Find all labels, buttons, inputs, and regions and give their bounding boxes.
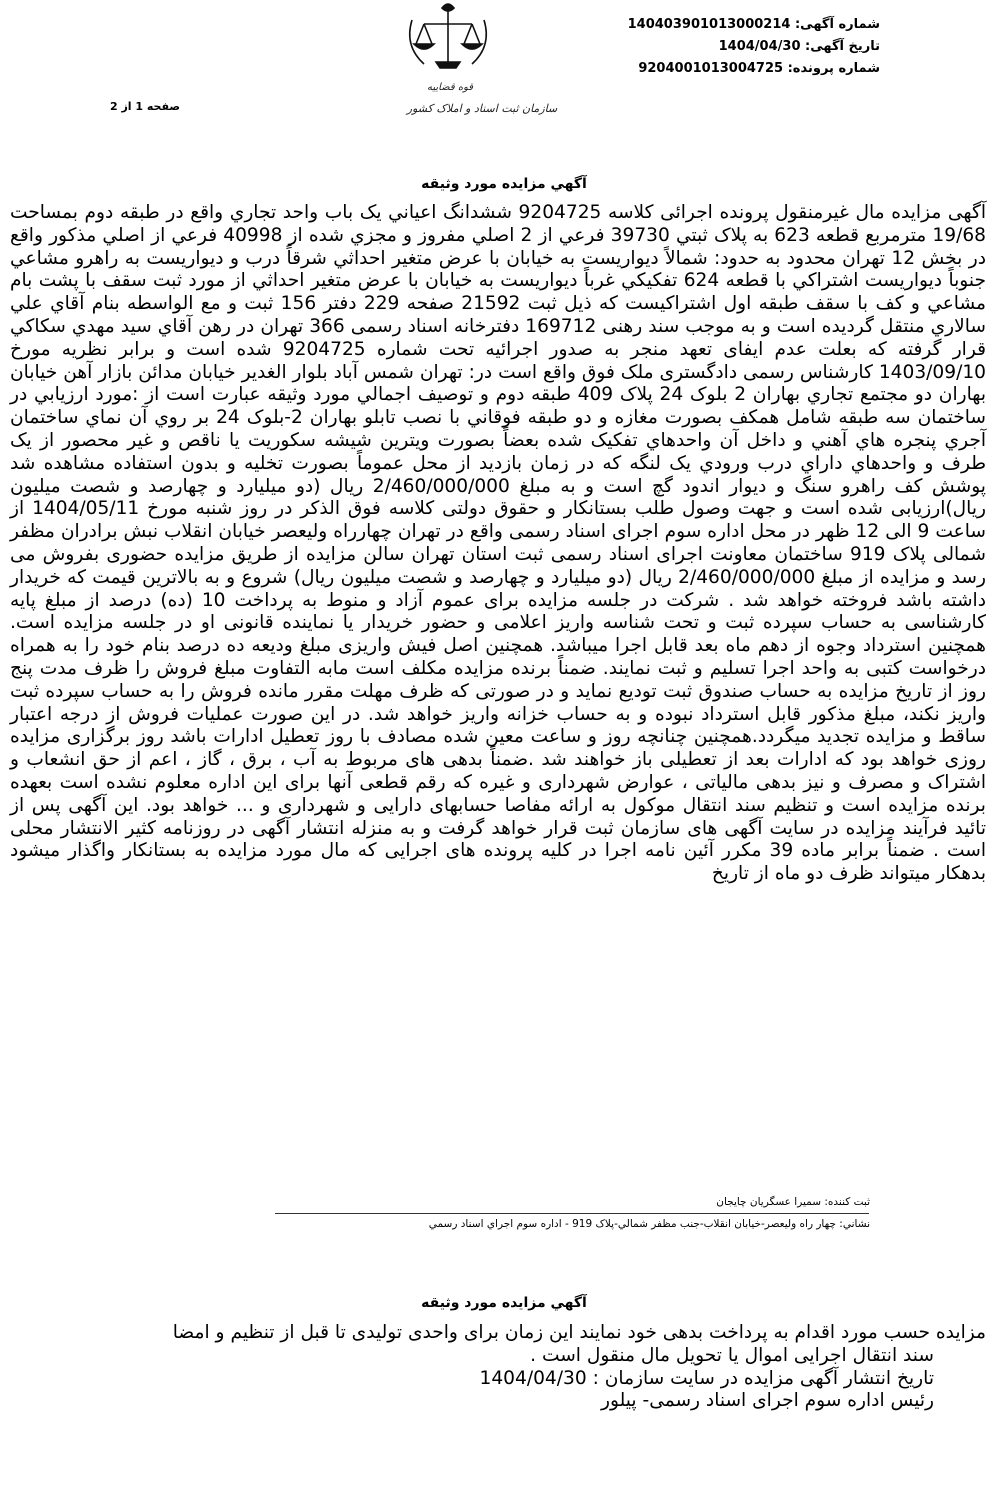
notice-number-label: شماره آگهی: [794,17,880,32]
judiciary-emblem-logo [390,0,630,120]
registrar-label: ثبت كننده: [824,1196,870,1208]
registrar-line [620,1196,870,1208]
section-2-title: آگهي مزايده مورد وثيقه [421,1295,587,1311]
address-line [250,1218,870,1230]
notice-number: 14040390101300021‎4 [627,17,791,32]
case-number-label: شماره پرونده: [787,61,880,76]
notice-date-label: تاریخ آگهی: [805,39,880,54]
judiciary-caption: قوه قضاییه [426,82,474,93]
section-1-body: آگهی مزایده مال غیرمنقول پرونده اجرائی کلاسه 9204725 ششدانگ اعياني يک باب واحد تجاري واقع در طبقه دوم بمساحت 19/68 مترمربع قطعه 623 به پلاک ثبتي 39730 فرعي از 2 اصلي مفروز و مجزي شده از 40998 فرعي از اصلي مذکور واقع در بخش 12 تهران محدود به حدود: شمالاً ديواريست به خيابان با عرض متغير احداثي شرقاً درب و ديواريست به راهرو مشاعي جنوباً ديواريست اشتراکي با قطعه 624 تفکيکي غرباً ديواريست به خيابان با عرض متغير احداثي از مورد ثبت سقف با پشت بام مشاعي و کف با سقف طبقه اول اشتراکيست که ذيل ثبت 21592 صفحه 229 دفتر 156 ثبت و مع الواسطه بنام آقاي علي سالاري منتقل گرديده است و به موجب سند رهنی 169712 دفترخانه اسناد رسمی 366 تهران در رهن آقاي سيد مهدي سکاکي قرار گرفته که بعلت عدم ایفای تعهد منجر به صدور اجرائیه تحت شماره 9204725 شده است و برابر نظریه مورخ 1403/09/10 کارشناس رسمی دادگستری ملک فوق واقع است در: تهران شمس آباد بلوار الغدير خيابان مدائن بازار آهن خيابان بهاران دو مجتمع تجاري بهاران 2 بلوک 24 پلاک 409 طبقه دوم و توصيف اجمالي مورد وثيقه عبارت است از :مورد ارزيابي در ساختمان سه طبقه شامل همکف بصورت مغازه و دو طبقه فوقاني با نصب تابلو بهاران 2-بلوک 24 بر روي آن نماي ساختمان آجري پنجره هاي آهني و داخل آن واحدهاي تفکيک شده بعضاً بصورت ويترين شيشه سکوريت يا ناقص و غير محصور از يک طرف و واحدهاي داراي درب ورودي يک لنگه که در زمان بازديد از محل عموماً بصورت تخليه و بدون استفاده مشاهده شد پوشش کف راهرو سنگ و ديوار اندود گچ است و به مبلغ 2/460/000/000 ريال (دو ميليارد و چهارصد و شصت ميليون ريال)ارزيابی شده است و جهت وصول طلب بستانکار و حقوق دولتی کلاسه فوق الذکر در روز شنبه مورخ 1404/05/11 از ساعت 9 الی 12 ظهر در محل اداره سوم اجرای اسناد رسمی واقع در تهران چهارراه وليعصر خيابان انقلاب نبش برادران مظفر شمالی پلاک 919 ساختمان معاونت اجرای اسناد رسمی ثبت استان تهران سالن مزایده از طریق مزایده حضوری بفروش می رسد و مزایده از مبلغ 2/460/000/000 ريال (دو ميليارد و چهارصد و شصت ميليون ريال) شروع و به بالاترین قیمت که خریدار داشته باشد فروخته خواهد شد . شرکت در جلسه مزایده برای عموم آزاد و منوط به پرداخت 10 (ده) درصد از مبلغ پایه کارشناسی به حساب سپرده ثبت و تحت شناسه واریز اعلامی و حضور خریدار یا نماینده قانونی او در جلسه مزایده است. همچنین استرداد وجوه از دهم ماه بعد قابل اجرا میباشد. همچنین اصل فیش واریزی مبلغ ودیعه ده درصد بنام خود را به همراه درخواست کتبی به واحد اجرا تسلیم و ثبت نمایند. ضمناً برنده مزایده مکلف است مابه التفاوت مبلغ فروش را ظرف مدت پنج روز از تاریخ مزایده به حساب صندوق ثبت تودیع نماید و در صورتی که ظرف مهلت مقرر مانده فروش را به حساب سپرده ثبت واریز نکند، مبلغ مذکور قابل استرداد نبوده و به حساب خزانه واریز خواهد شد. در این صورت عملیات فروش از درجه اعتبار ساقط و مزایده تجدید میگردد.همچنین چنانچه روز و ساعت معین شده مصادف با روز تعطیل ادارات باشد روز برگزاری مزایده روزی خواهد بود که ادارات بعد از تعطیلی باز خواهند شد .ضمناً بدهی های مربوط به آب ، برق ، گاز ، اعم از حق انشعاب و اشتراک و مصرف و نیز بدهی مالیاتی ، عوارض شهرداری و غیره که رقم قطعی آنها برای این اداره معلوم نشده است بعهده برنده مزایده است و تنظیم سند انتقال موکول به ارائه مفاصا حسابهای دارایی و شهرداری و ... خواهد بود. این آگهی پس از تائید فرآیند مزایده در سایت آگهی های سازمان ثبت قرار خواهد گرفت و به منزله انتشار آگهی در روزنامه کثیر الانتشار محلی است . ضمناً برابر ماده 39 مکرر آئین نامه اجرا در کلیه پرونده های اجرایی که مال مورد مزایده به بستانکار واگذار میشود بدهکار میتواند ظرف دو ماه از تاریخ [10,202,987,885]
address-text: چهار راه وليعصر-خيابان انقلاب-جنب مظفر شمالي-پلاک 919 - اداره سوم اجراي اسناد رسمي [428,1218,836,1230]
section-2-line-3: تاریخ انتشار آگهی مزایده در سایت سازمان : 1404/04/30 [479,1367,934,1389]
section-1-title: آگهي مزايده مورد وثيقه [421,176,587,192]
page-number: صفحه 1 از 2 [109,100,181,113]
registrar-name: سميرا عسگريان چايجان [716,1196,822,1208]
address-label: نشاني: [839,1218,870,1230]
section-2-line-1: مزایده حسب مورد اقدام به پرداخت بدهی خود نمایند این زمان برای واحدی تولیدی تا قبل از تنظیم و امضا [172,1322,986,1343]
notice-date: 1404/04/30 [718,39,801,54]
section-2-line-2: سند انتقال اجرایی اموال یا تحویل مال منقول است . [530,1344,934,1366]
section-2-line-4: رئیس اداره سوم اجرای اسناد رسمی- پیلور [601,1390,934,1412]
scales-of-justice-icon [410,4,487,68]
section-2-body [10,1322,986,1413]
divider [275,1213,869,1214]
org-caption: سازمان ثبت اسناد و املاک کشور [406,102,558,115]
case-number: 9204001013004725 [638,61,784,76]
